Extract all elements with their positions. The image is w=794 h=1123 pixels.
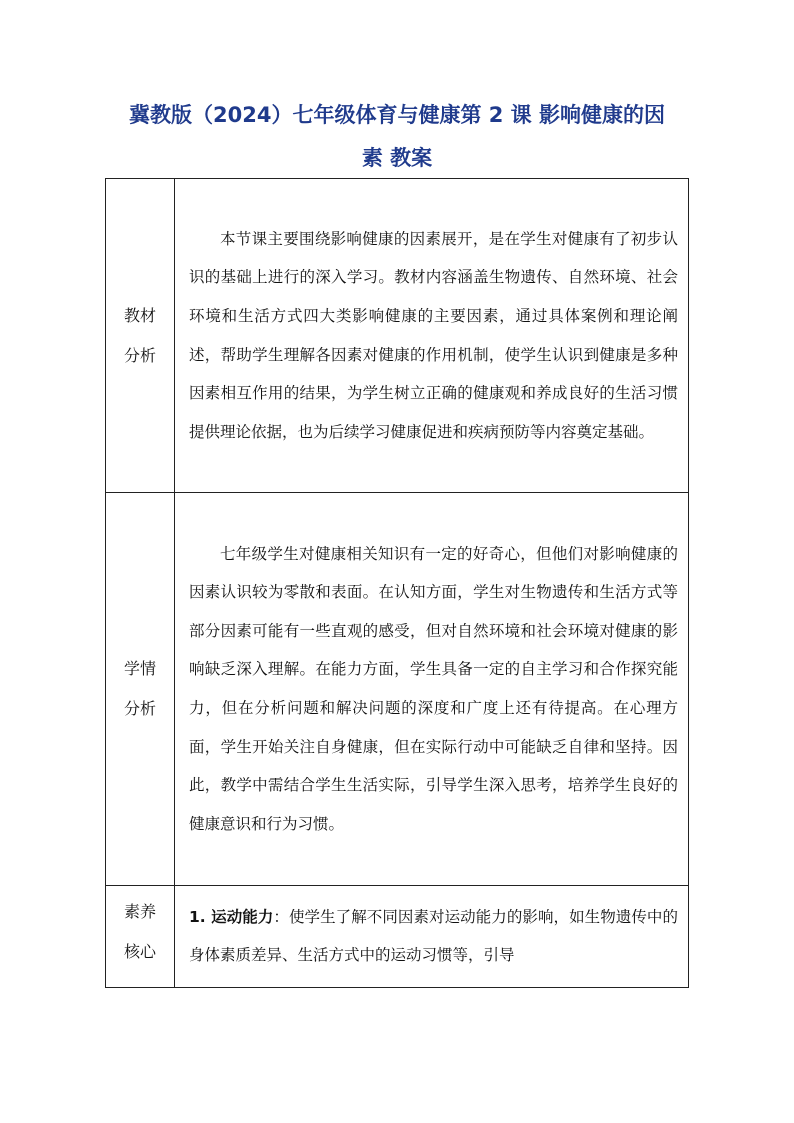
row-content-textbook-analysis: 本节课主要围绕影响健康的因素展开，是在学生对健康有了初步认识的基础上进行的深入学习。教材内容涵盖生物遗传、自然环境、社会环境和生活方式四大类影响健康的主要因素，通过具体案例和理论阐述，帮助学生理解各因素对健康的作用机制，使学生认识到健康是多种因素相互作用的结果，为学生树立正确的健康观和养成良好的生活习惯提供理论依据，也为后续学习健康促进和疾病预防等内容奠定基础。 [175, 179, 689, 493]
row-label-line: 分析 [123, 345, 156, 365]
document-title-line1: 冀教版（2024）七年级体育与健康第 2 课 影响健康的因 [129, 103, 665, 127]
table-row-core-literacy [106, 886, 689, 988]
row-label-line: 学情 [123, 659, 156, 678]
table-row-textbook-analysis [106, 179, 689, 493]
row-label-line: 分析 [123, 699, 156, 718]
core-literacy-text: ：使学生了解不同因素对运动能力的影响，如生物遗传中的身体素质差异、生活方式中的运动习惯等，引导 [189, 907, 678, 964]
table-row-student-analysis [106, 493, 689, 886]
row-label-core-literacy [106, 886, 175, 988]
lesson-plan-table [105, 178, 689, 988]
row-label-textbook-analysis [106, 179, 175, 493]
row-content-student-analysis: 七年级学生对健康相关知识有一定的好奇心，但他们对影响健康的因素认识较为零散和表面。在认知方面，学生对生物遗传和生活方式等部分因素可能有一些直观的感受，但对自然环境和社会环境对健康的影响缺乏深入理解。在能力方面，学生具备一定的自主学习和合作探究能力，但在分析问题和解决问题的深度和广度上还有待提高。在心理方面，学生开始关注自身健康，但在实际行动中可能缺乏自律和坚持。因此，教学中需结合学生生活实际，引导学生深入思考，培养学生良好的健康意识和行为习惯。 [175, 493, 689, 886]
row-label-line: 教材 [123, 305, 156, 325]
row-label-line: 素养 [123, 902, 156, 921]
row-label-line: 核心 [123, 942, 156, 961]
row-label-student-analysis [106, 493, 175, 886]
row-content-core-literacy [175, 886, 689, 988]
document-title-line2: 素 教案 [361, 146, 433, 170]
core-literacy-heading: 1. 运动能力 [189, 907, 274, 926]
